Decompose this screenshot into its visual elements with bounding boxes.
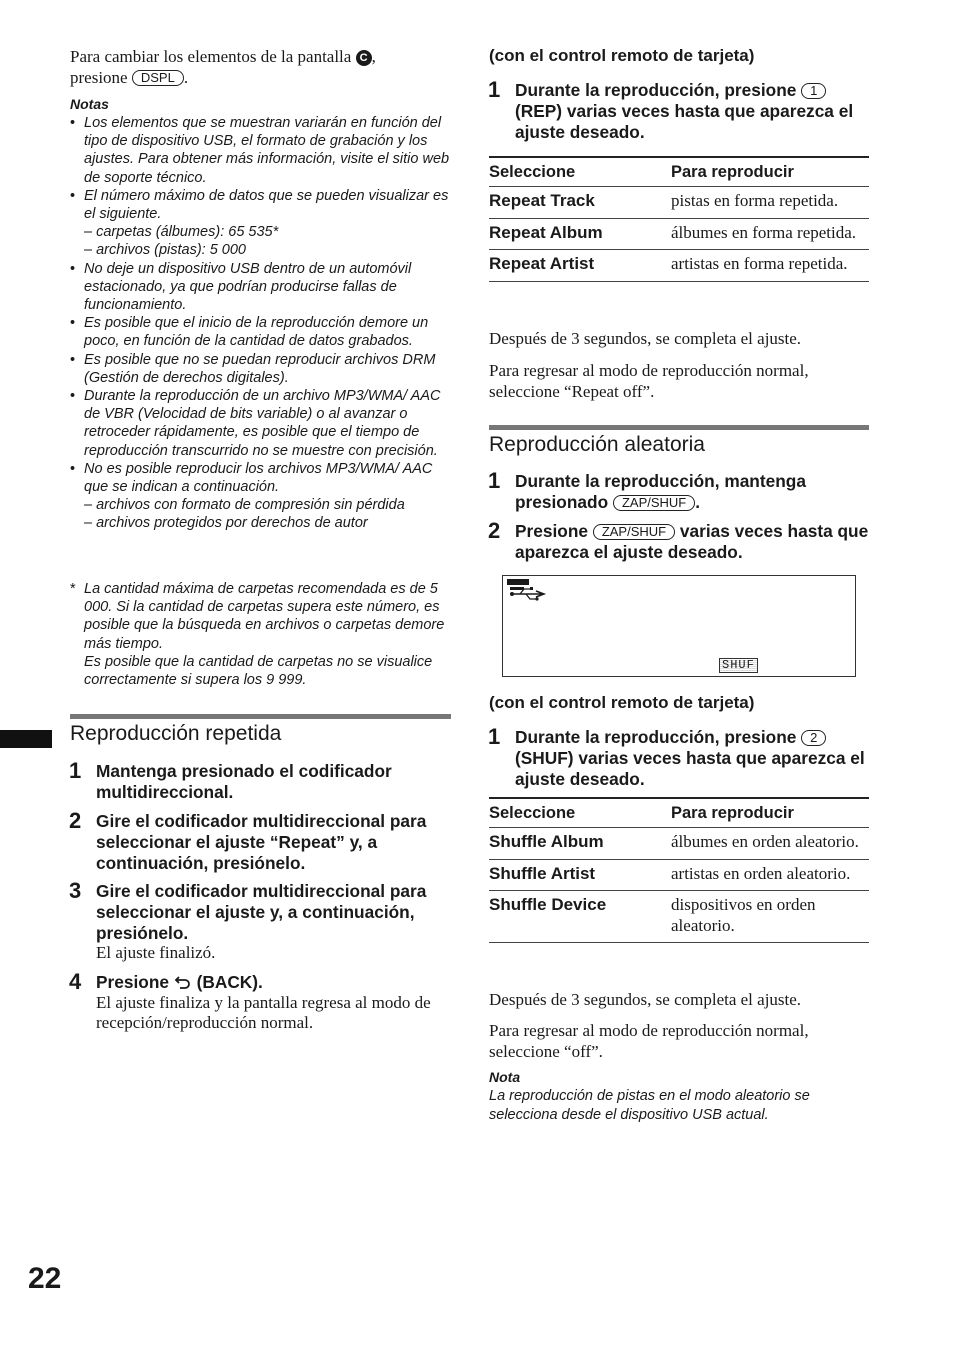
footnote-text: La cantidad máxima de carpetas recomendada es de 5 000. Si la cantidad de carpetas supera este número, es posible que la búsqueda en archivos o carpetas demore más tiempo.: [84, 581, 445, 652]
dspl-key: DSPL: [132, 70, 184, 86]
step-text: [515, 471, 869, 513]
remote-heading-2: (con el control remoto de tarjeta): [489, 693, 755, 712]
section-rule: [70, 714, 451, 719]
section-title-shuffle: Reproducción aleatoria: [489, 433, 705, 456]
usb-icon: [506, 578, 548, 604]
option-desc: artistas en orden aleatorio.: [671, 859, 869, 891]
step-number: 1: [488, 77, 501, 102]
step-text-part: Presione: [515, 521, 593, 541]
notes-list: [70, 114, 452, 533]
page-number: 22: [28, 1262, 62, 1295]
table-row: [489, 891, 869, 943]
step-number: 2: [69, 808, 82, 833]
option-name: Shuffle Device: [489, 891, 671, 943]
col-header-select: Seleccione: [489, 798, 671, 828]
nota-text: La reproducción de pistas en el modo aleatorio se selecciona desde el dispositivo USB actual.: [489, 1088, 810, 1123]
step-text-part: Durante la reproducción, presione: [515, 80, 802, 100]
note-subline: – archivos con formato de compresión sin pérdida: [84, 497, 405, 514]
footnote: [70, 580, 452, 689]
intro-text-comma: ,: [371, 47, 376, 66]
table-row: [489, 859, 869, 891]
intro-paragraph: [70, 46, 452, 88]
option-name: Repeat Album: [489, 218, 671, 250]
asterisk: *: [70, 581, 76, 597]
step-detail: El ajuste finaliza y la pantalla regresa al modo de recepción/reproducción normal.: [96, 992, 431, 1032]
nota-title: Nota: [489, 1069, 521, 1085]
repeat-step-3: [69, 878, 452, 963]
notes-title: Notas: [70, 96, 109, 112]
display-c-icon: C: [356, 50, 372, 66]
bullet: •: [70, 260, 76, 277]
col-header-play: Para reproducir: [671, 798, 869, 828]
key-2: 2: [801, 730, 826, 746]
repeat-step-2: [69, 808, 452, 873]
repeat-step-1: [69, 758, 452, 803]
shuffle-after-2: Para regresar al modo de reproducción normal, seleccione “off”.: [489, 1021, 809, 1061]
step-text: Gire el codificador multidireccional para seleccionar el ajuste “Repeat” y, a continuación, presiónelo.: [96, 811, 427, 873]
option-desc: dispositivos en orden aleatorio.: [671, 891, 869, 943]
section-title-repeat: Reproducción repetida: [70, 722, 282, 745]
intro-text-line2: presione: [70, 68, 132, 87]
table-header-row: [489, 157, 869, 187]
remote-shuffle-step: [488, 724, 869, 789]
key-1: 1: [801, 83, 826, 99]
bullet: •: [70, 388, 76, 405]
display-illustration: [502, 575, 856, 677]
zap-shuf-key: ZAP/SHUF: [613, 495, 695, 511]
option-name: Repeat Artist: [489, 250, 671, 282]
shuf-indicator: SHUF: [719, 658, 758, 673]
table-row: [489, 187, 869, 219]
zap-shuf-key: ZAP/SHUF: [593, 524, 675, 540]
step-number: 4: [69, 969, 82, 994]
table-row: [489, 828, 869, 860]
step-text: [515, 80, 869, 142]
step-text-part: Durante la reproducción, mantenga presionado: [515, 471, 806, 512]
step-text-part: Presione: [96, 972, 174, 992]
col-header-play: Para reproducir: [671, 157, 869, 187]
step-detail: El ajuste finalizó.: [96, 943, 216, 963]
note-item: [70, 387, 452, 460]
shuffle-options-table: [489, 797, 869, 943]
step-text-part: (SHUF) varias veces hasta que aparezca el ajuste deseado.: [515, 747, 865, 789]
option-name: Shuffle Album: [489, 828, 671, 860]
step-text: [515, 521, 869, 563]
step-number: 1: [488, 468, 501, 493]
footnote-text: Es posible que la cantidad de carpetas no se visualice correctamente si supera los 9 999.: [84, 653, 433, 689]
remote-heading: (con el control remoto de tarjeta): [489, 46, 755, 65]
step-text-part: (BACK).: [191, 972, 263, 992]
note-text: Los elementos que se muestran variarán en función del tipo de dispositivo USB, el formato de grabación y los ajustes. Para obtener más información, visite el sitio web de soporte técnico.: [84, 115, 450, 186]
table-row: [489, 250, 869, 282]
note-item: [70, 314, 452, 350]
remote-repeat-step: [488, 77, 869, 142]
bullet: •: [70, 115, 76, 131]
step-text: [96, 972, 452, 993]
back-arrow-icon: [174, 975, 192, 989]
note-item: [70, 114, 452, 187]
step-number: 1: [488, 724, 501, 749]
note-item: [70, 351, 452, 387]
intro-text: Para cambiar los elementos de la pantalla: [70, 47, 356, 66]
table-header-row: [489, 798, 869, 828]
note-item: [70, 460, 452, 533]
option-name: Shuffle Artist: [489, 859, 671, 891]
note-subline: – carpetas (álbumes): 65 535*: [84, 224, 279, 241]
bullet: •: [70, 460, 76, 477]
repeat-options-table: [489, 156, 869, 282]
option-desc: pistas en forma repetida.: [671, 187, 869, 219]
note-text: Es posible que no se puedan reproducir archivos DRM (Gestión de derechos digitales).: [84, 351, 436, 386]
step-text-part: Durante la reproducción, presione: [515, 727, 802, 747]
step-text-part: .: [695, 491, 701, 512]
option-desc: álbumes en forma repetida.: [671, 218, 869, 250]
section-rule: [489, 425, 869, 430]
note-text: Durante la reproducción de un archivo MP3/WMA/ AAC de VBR (Velocidad de bits variable) o al avanzar o retroceder rápidamente, es posible que el tiempo de reproducción transcurrido no se muestre con precisión.: [84, 388, 441, 459]
option-desc: álbumes en orden aleatorio.: [671, 828, 869, 860]
step-number: 1: [69, 758, 82, 783]
repeat-step-4: [69, 969, 452, 1033]
option-desc: artistas en forma repetida.: [671, 250, 869, 282]
step-text: Gire el codificador multidireccional para seleccionar el ajuste y, a continuación, presiónelo.: [96, 881, 427, 943]
intro-text-end: .: [183, 68, 189, 87]
bullet: •: [70, 351, 76, 368]
step-number: 2: [488, 518, 501, 543]
note-text: El número máximo de datos que se pueden visualizar es el siguiente.: [84, 187, 449, 223]
step-text: [515, 727, 869, 789]
note-item: [70, 187, 452, 260]
table-row: [489, 218, 869, 250]
repeat-after-2: Para regresar al modo de reproducción normal, seleccione “Repeat off”.: [489, 361, 809, 401]
shuffle-step-2: [488, 518, 869, 563]
note-subline: – archivos (pistas): 5 000: [84, 242, 246, 259]
shuffle-step-1: [488, 468, 869, 513]
bullet: •: [70, 315, 76, 332]
repeat-after-1: Después de 3 segundos, se completa el ajuste.: [489, 329, 802, 348]
note-text: Es posible que el inicio de la reproducción demore un poco, en función de la cantidad de datos grabados.: [84, 315, 429, 350]
step-number: 3: [69, 878, 82, 903]
step-text-part: varias veces hasta que aparezca el ajuste deseado.: [515, 521, 869, 562]
shuffle-after-1: Después de 3 segundos, se completa el ajuste.: [489, 990, 802, 1009]
note-text: No es posible reproducir los archivos MP3/WMA/ AAC que se indican a continuación.: [84, 460, 433, 496]
note-subline: – archivos protegidos por derechos de autor: [84, 515, 368, 532]
bullet: •: [70, 187, 76, 204]
note-item: [70, 260, 452, 315]
side-tab-marker: [0, 730, 52, 748]
step-text: Mantenga presionado el codificador multidireccional.: [96, 761, 392, 802]
option-name: Repeat Track: [489, 187, 671, 219]
note-text: No deje un dispositivo USB dentro de un automóvil estacionado, ya que podrían producirse fallas de funcionamiento.: [84, 260, 412, 314]
col-header-select: Seleccione: [489, 157, 671, 187]
step-text-part: (REP) varias veces hasta que aparezca el ajuste deseado.: [515, 100, 854, 142]
